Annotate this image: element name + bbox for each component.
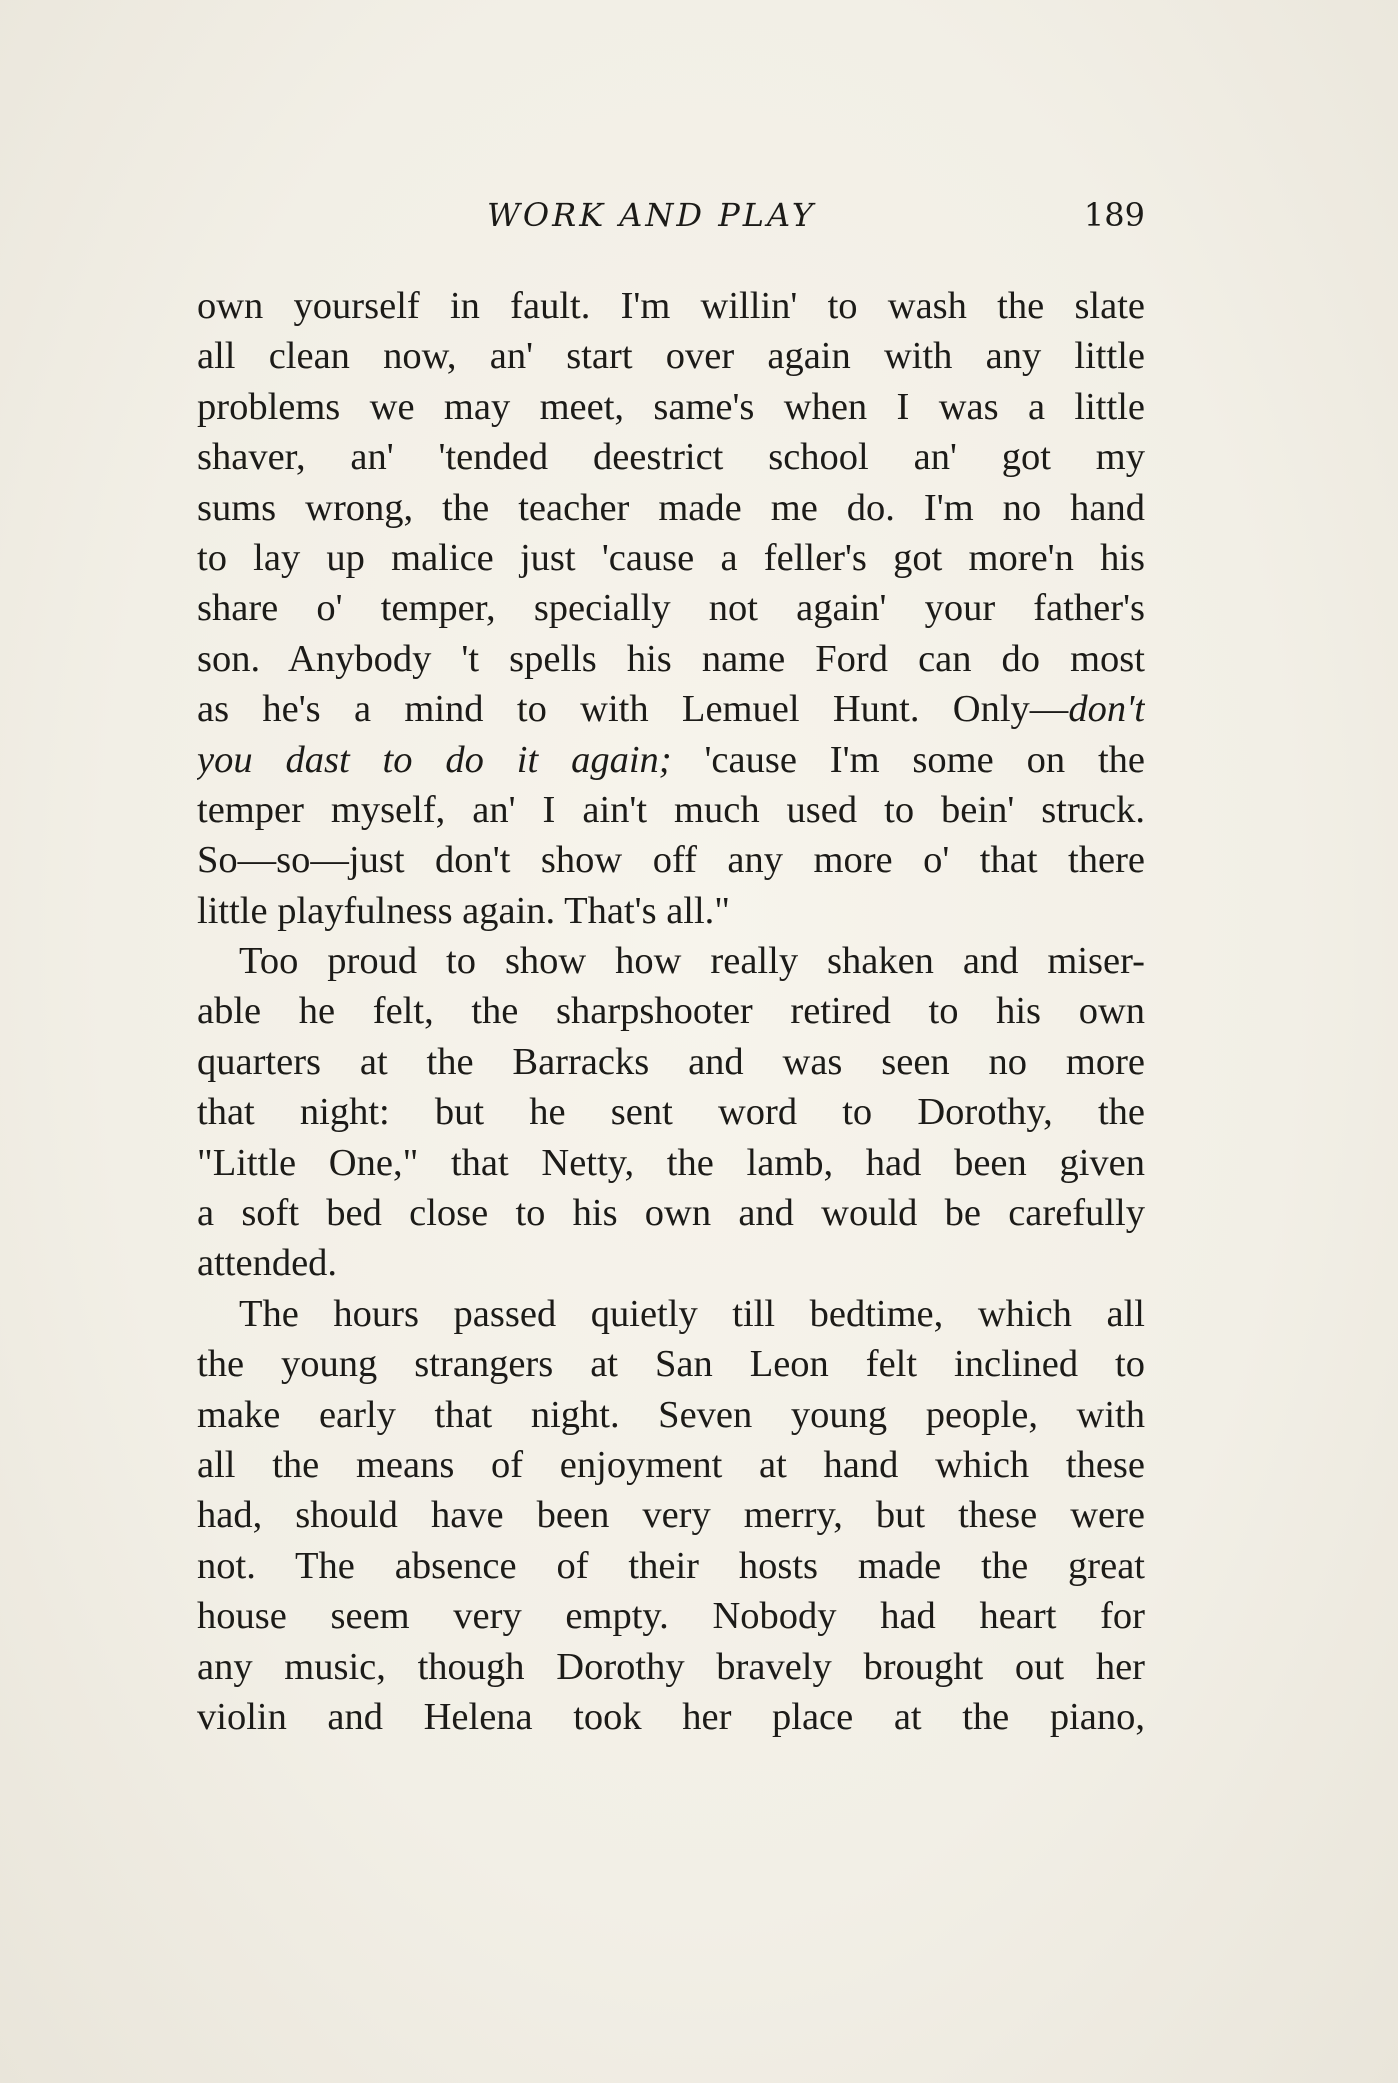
text-line: house seem very empty. Nobody had heart for — [197, 1595, 1145, 1638]
text-line: own yourself in fault. I'm willin' to wash the slate — [197, 285, 1145, 327]
body-text — [197, 281, 1145, 1742]
text-line: sums wrong, the teacher made me do. I'm no hand — [197, 486, 1145, 529]
text-line: little playfulness again. That's all." — [197, 889, 731, 932]
text-line: the young strangers at San Leon felt inclined to — [197, 1343, 1145, 1386]
text-line: quarters at the Barracks and was seen no more — [197, 1040, 1145, 1083]
text-line: shaver, an' 'tended deestrict school an' got my — [197, 436, 1145, 479]
text-line: attended. — [197, 1242, 338, 1285]
page-header — [197, 196, 1145, 246]
text-line: that night: but he sent word to Dorothy, the — [197, 1091, 1145, 1134]
text-line: son. Anybody 't spells his name Ford can do most — [197, 637, 1145, 680]
text-line: problems we may meet, same's when I was a little — [197, 385, 1145, 428]
text-line: Too proud to show how really shaken and miser- — [239, 940, 1145, 983]
text-line: temper myself, an' I ain't much used to bein' struck. — [197, 788, 1145, 831]
text-line: had, should have been very merry, but these were — [197, 1494, 1145, 1537]
text-line: you dast to do it again; 'cause I'm some on the — [197, 738, 1145, 781]
text-line: any music, though Dorothy bravely brought out her — [197, 1645, 1145, 1688]
text-line: not. The absence of their hosts made the great — [197, 1544, 1145, 1587]
text-line: So—so—just don't show off any more o' that there — [197, 839, 1145, 882]
text-line: to lay up malice just 'cause a feller's got more'n his — [197, 536, 1145, 579]
text-line: "Little One," that Netty, the lamb, had been given — [197, 1141, 1145, 1184]
text-line: as he's a mind to with Lemuel Hunt. Only—don't — [197, 688, 1145, 731]
page-number: 189 — [1083, 196, 1145, 234]
text-line: a soft bed close to his own and would be carefully — [197, 1192, 1145, 1235]
text-line: all the means of enjoyment at hand which these — [197, 1443, 1145, 1486]
text-line: make early that night. Seven young people, with — [197, 1393, 1145, 1436]
text-line: able he felt, the sharpshooter retired to his own — [197, 990, 1145, 1033]
text-line: share o' temper, specially not again' your father's — [197, 587, 1145, 630]
text-line: violin and Helena took her place at the piano, — [197, 1695, 1145, 1738]
text-line: The hours passed quietly till bedtime, which all — [239, 1292, 1145, 1335]
text-line: all clean now, an' start over again with any little — [197, 335, 1145, 378]
running-head: WORK AND PLAY — [487, 196, 816, 234]
